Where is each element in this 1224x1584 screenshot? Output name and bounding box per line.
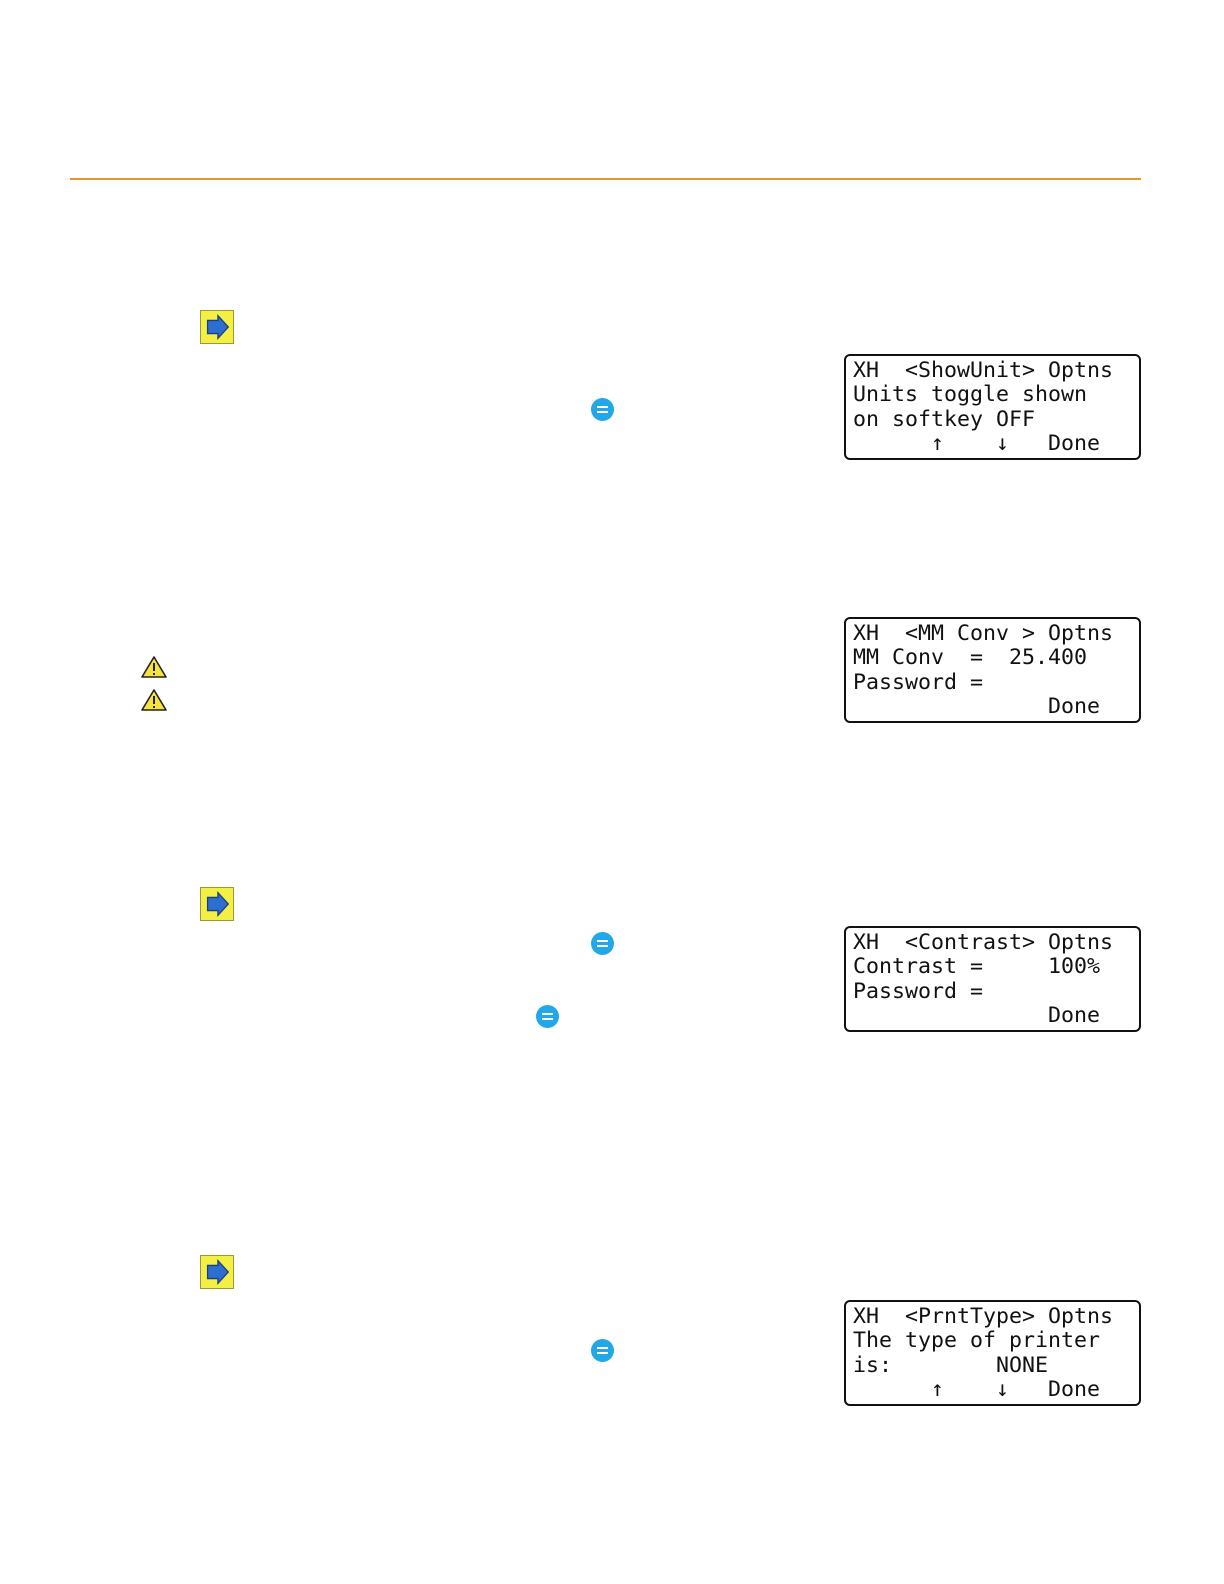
header-rule (70, 178, 1141, 180)
enter-key-icon (591, 932, 614, 955)
lcd-line: Contrast = 100% (853, 954, 1101, 980)
lcd-line: MM Conv = 25.400 (853, 645, 1088, 671)
lcd-line: XH <PrntType> Optns (853, 1304, 1114, 1329)
right-arrow-key-icon (200, 310, 234, 344)
lcd-line: Done (853, 693, 1101, 719)
lcd-line: Password = (853, 978, 984, 1004)
lcd-screen-showunit (844, 354, 1141, 460)
lcd-screen-mmconv (844, 617, 1141, 723)
right-arrow-key-icon (200, 1255, 234, 1289)
lcd-line: Password = (853, 669, 984, 695)
lcd-line: Done (853, 1002, 1101, 1028)
lcd-screen-prnttype (844, 1300, 1141, 1406)
enter-key-icon (591, 1339, 614, 1362)
warning-triangle-icon (141, 655, 167, 679)
enter-key-icon (536, 1005, 559, 1028)
lcd-line: is: NONE (853, 1352, 1049, 1378)
lcd-line: The type of printer (853, 1328, 1101, 1354)
enter-key-icon (591, 398, 614, 421)
lcd-line: ↑ ↓ Done (853, 1376, 1101, 1402)
lcd-line: ↑ ↓ Done (853, 430, 1101, 456)
lcd-line: XH <Contrast> Optns (853, 930, 1114, 955)
lcd-line: on softkey OFF (853, 406, 1036, 432)
warning-triangle-icon (141, 688, 167, 712)
lcd-line: XH <ShowUnit> Optns (853, 358, 1114, 383)
lcd-screen-contrast (844, 926, 1141, 1032)
lcd-line: Units toggle shown (853, 382, 1088, 408)
right-arrow-key-icon (200, 887, 234, 921)
lcd-line: XH <MM Conv > Optns (853, 621, 1114, 646)
